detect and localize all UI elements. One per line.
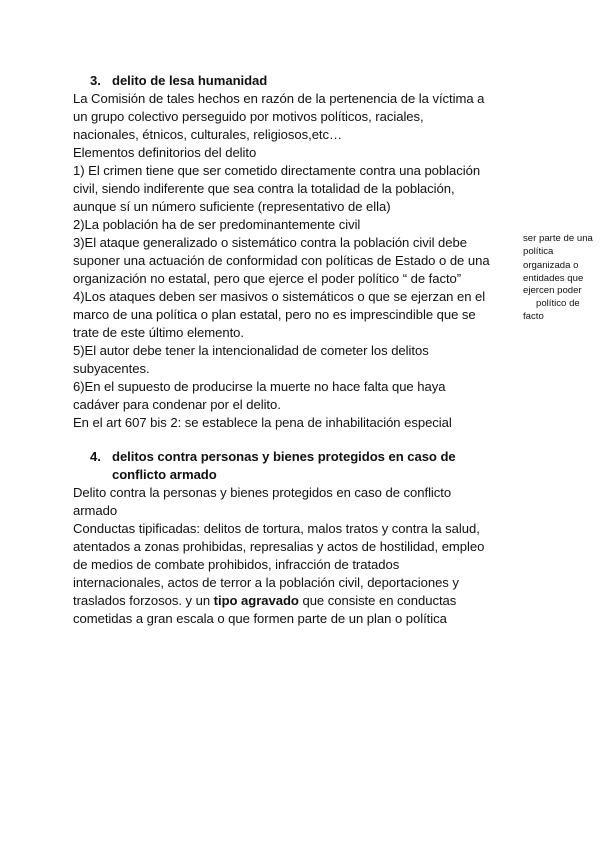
- text-line: aunque sí un número suficiente (representativo de ella): [73, 199, 391, 214]
- text-line: nacionales, étnicos, culturales, religiosos,etc…: [73, 127, 343, 142]
- text-line: 4)Los ataques deben ser masivos o sistemáticos o que se ejerzan en el: [73, 289, 486, 304]
- text-fragment: que consiste en conductas: [298, 593, 457, 608]
- text-line: armado: [73, 503, 118, 518]
- text-line: Delito contra la personas y bienes protegidos en caso de conflicto: [73, 485, 452, 500]
- text-line: cometidas a gran escala o que formen parte de un plan o política: [73, 611, 447, 626]
- section-3-number: 3.: [90, 73, 101, 88]
- comment-line: político de: [536, 297, 580, 309]
- section-gap: [73, 432, 525, 448]
- document-body: [73, 72, 525, 628]
- text-line: civil, siendo indiferente que sea contra la totalidad de la población,: [73, 181, 455, 196]
- text-line: atentados a zonas prohibidas, represalias y actos de hostilidad, empleo: [73, 539, 485, 554]
- text-line: 5)El autor debe tener la intencionalidad de cometer los delitos: [73, 343, 429, 358]
- text-line: 6)En el supuesto de producirse la muerte no hace falta que haya: [73, 379, 446, 394]
- text-line: trate de este último elemento.: [73, 325, 244, 340]
- text-line: subyacentes.: [73, 361, 150, 376]
- comment-line: ejercen poder: [523, 285, 582, 297]
- text-line: La Comisión de tales hechos en razón de la pertenencia de la víctima a: [73, 91, 485, 106]
- text-line: 1) El crimen tiene que ser cometido directamente contra una población: [73, 163, 481, 178]
- text-line: cadáver para condenar por el delito.: [73, 397, 281, 412]
- section-4-title: [112, 448, 522, 484]
- text-line: organización no estatal, pero que ejerce el poder político “ de facto”: [73, 271, 462, 286]
- margin-comment: [523, 233, 600, 323]
- comment-line: política: [523, 245, 554, 257]
- text-line: 2)La población ha de ser predominantemente civil: [73, 217, 361, 232]
- text-fragment: traslados forzosos. y un: [73, 593, 214, 608]
- section-4-title-line-1: delitos contra personas y bienes protegidos en caso de: [112, 449, 456, 464]
- section-3-text: [73, 90, 525, 432]
- text-line: internacionales, actos de terror a la población civil, deportaciones y: [73, 575, 459, 590]
- comment-line: ser parte de una: [523, 233, 593, 244]
- section-4-title-line-2: conflicto armado: [112, 467, 217, 482]
- comment-line: entidades que: [523, 272, 584, 284]
- text-line: de medios de combate prohibidos, infracción de tratados: [73, 557, 400, 572]
- text-line: un grupo colectivo perseguido por motivos políticos, raciales,: [73, 109, 424, 124]
- text-line: suponer una actuación de conformidad con políticas de Estado o de una: [73, 253, 490, 268]
- text-line: Elementos definitorios del delito: [73, 145, 257, 160]
- section-4-number: 4.: [90, 449, 101, 464]
- comment-line: facto: [523, 310, 544, 322]
- section-3-heading: [73, 72, 525, 90]
- section-3-title: delito de lesa humanidad: [112, 73, 268, 88]
- comment-line: organizada o: [523, 260, 579, 272]
- text-line: marco de una política o plan estatal, pero no es imprescindible que se: [73, 307, 476, 322]
- section-4-text: [73, 484, 525, 628]
- section-4-heading: [73, 448, 525, 484]
- text-line: 3)El ataque generalizado o sistemático contra la población civil debe: [73, 235, 467, 250]
- text-line: [73, 592, 525, 610]
- bold-term: tipo agravado: [213, 593, 299, 608]
- text-line: Conductas tipificadas: delitos de tortura, malos tratos y contra la salud,: [73, 521, 480, 536]
- text-line: En el art 607 bis 2: se establece la pena de inhabilitación especial: [73, 415, 452, 430]
